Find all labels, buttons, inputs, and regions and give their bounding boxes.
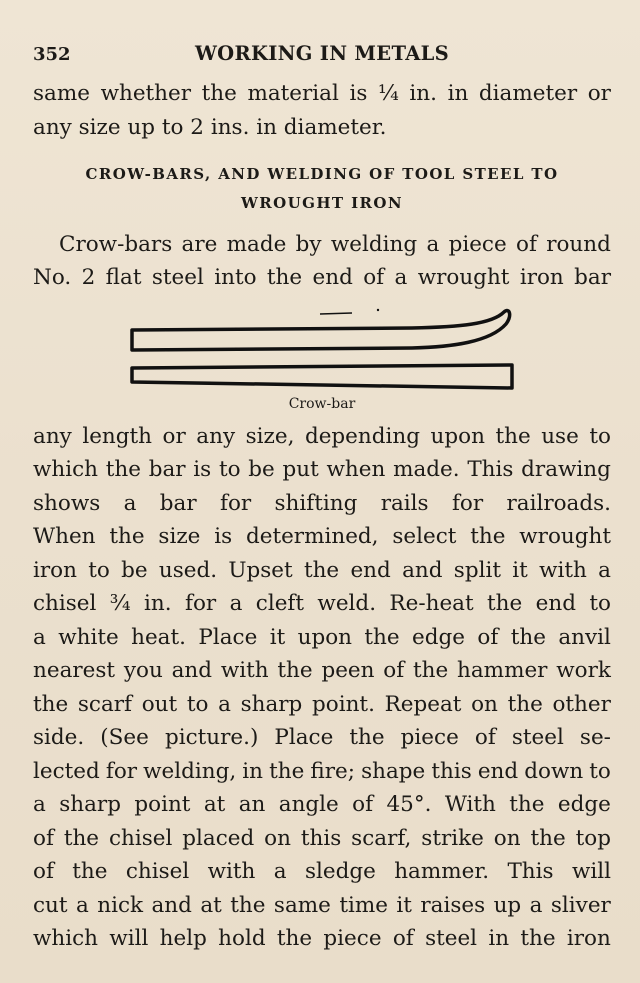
text-line: any length or any size, depending upon the use to [33, 424, 611, 449]
text-line: any size up to 2 ins. in diameter. [33, 115, 387, 140]
text-line: same whether the material is ¼ in. in diameter or [33, 81, 611, 106]
text-line: side. (See picture.) Place the piece of steel se- [33, 725, 611, 750]
figure-caption: Crow-bar [288, 396, 356, 412]
text-line: Crow-bars are made by welding a piece of round [59, 232, 611, 257]
text-line: chisel ¾ in. for a cleft weld. Re-heat the end to [33, 591, 611, 616]
page-header [33, 42, 611, 68]
text-line: a sharp point at an angle of 45°. With the edge [33, 792, 611, 817]
page-number: 352 [33, 44, 71, 65]
text-line: the scarf out to a sharp point. Repeat on the other [33, 692, 611, 717]
text-line: which the bar is to be put when made. This drawing [33, 457, 611, 482]
text-line: No. 2 flat steel into the end of a wrought iron bar [33, 265, 611, 290]
running-head: WORKING IN METALS [194, 42, 450, 65]
text-line: of the chisel placed on this scarf, strike on the top [33, 826, 611, 851]
crow-bar-figure [120, 302, 530, 396]
text-line: which will help hold the piece of steel in the iron [33, 926, 611, 951]
text-line: of the chisel with a sledge hammer. This will [33, 859, 611, 884]
text-line: shows a bar for shifting rails for railroads. [33, 491, 611, 516]
section-heading: CROW-BARS, AND WELDING OF TOOL STEEL TO [85, 165, 559, 183]
text-line: lected for welding, in the fire; shape this end down to [33, 759, 611, 784]
text-line: iron to be used. Upset the end and split it with a [33, 558, 611, 583]
crow-bar-drawing-icon [120, 302, 530, 396]
text-line: cut a nick and at the same time it raises up a sliver [33, 893, 611, 918]
section-heading: WROUGHT IRON [241, 194, 403, 212]
text-line: When the size is determined, select the wrought [33, 524, 611, 549]
text-line: a white heat. Place it upon the edge of the anvil [33, 625, 611, 650]
text-line: nearest you and with the peen of the hammer work [33, 658, 611, 683]
